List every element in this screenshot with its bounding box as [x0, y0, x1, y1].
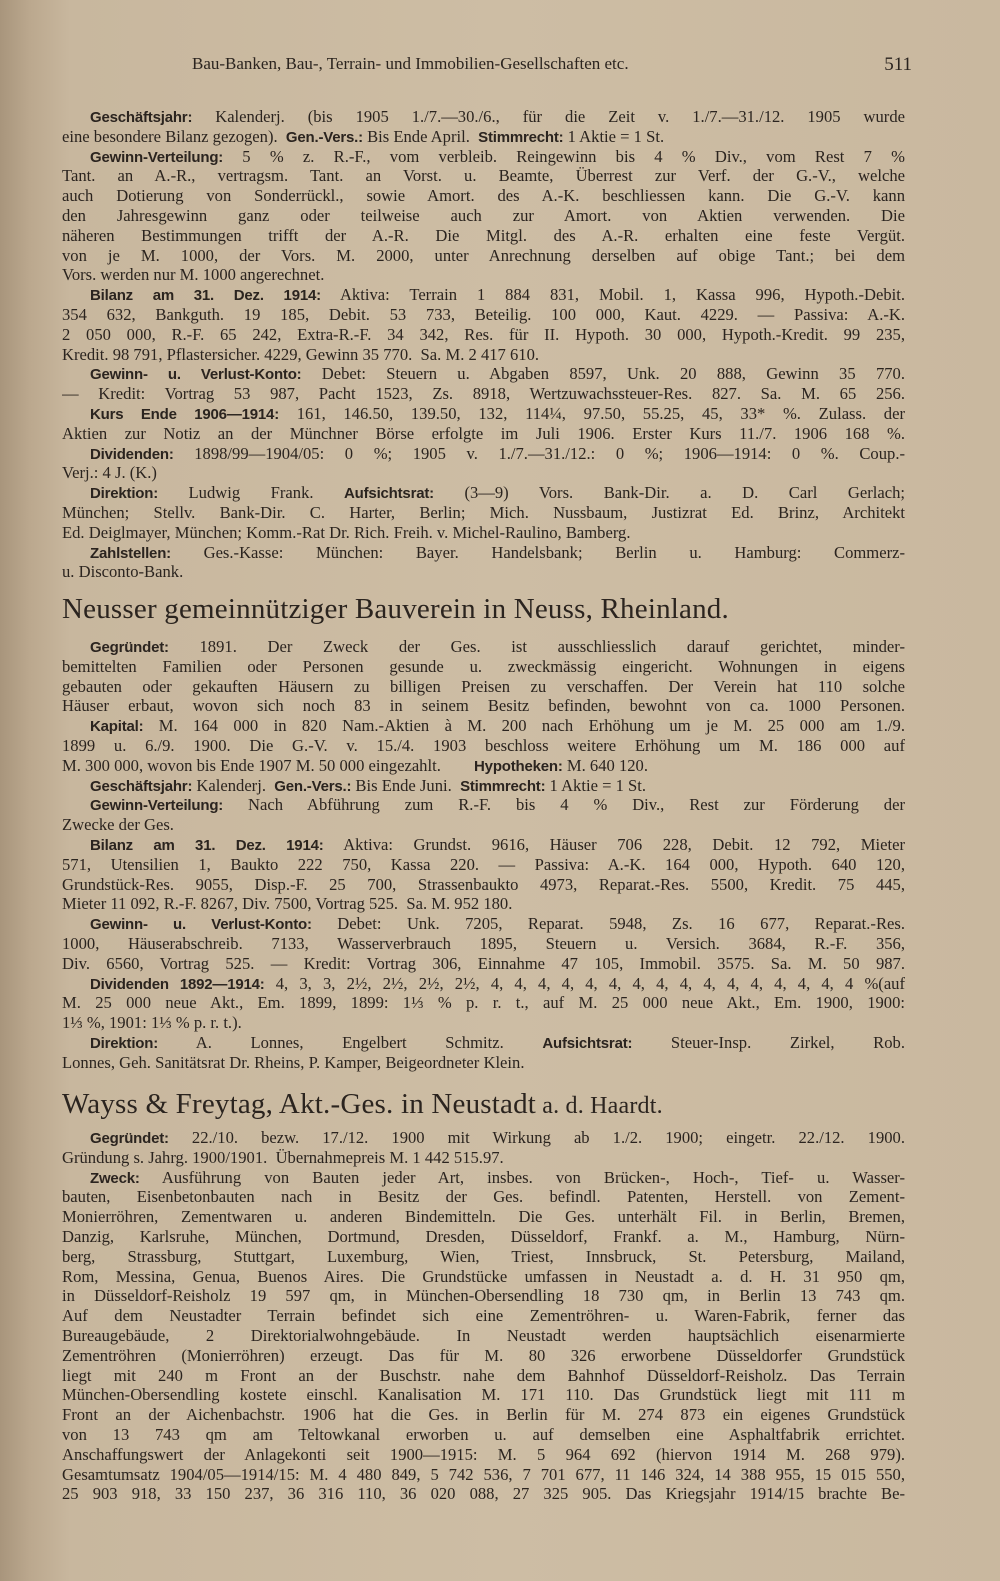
line-text: Aktien zur Notiz an der Münchner Börse erfolgte im Juli 1906. Erster Kurs 11./7. 1906 168 %. — [62, 423, 905, 443]
line-text: — Kredit: Vortrag 53 987, Pacht 1523, Zs. 8918, Wertzuwachssteuer-Res. 827. Sa. M. 65 256. — [62, 384, 905, 404]
field-label: Kurs Ende 1906—1914: — [90, 405, 279, 423]
line-text: Bis Ende Juni. — [351, 775, 461, 795]
line-text: in Düsseldorf-Reisholz 19 597 qm, in München-Obersendling 18 730 qm, in Berlin 13 743 qm. — [62, 1286, 905, 1306]
field-label: Aufsichtsrat: — [344, 485, 434, 503]
text-line — [62, 463, 905, 483]
text-line — [62, 677, 905, 697]
line-text: 2 050 000, R.-F. 65 242, Extra-R.-F. 34 342, Res. für II. Hypoth. 30 000, Hypoth.-Kredit. 99 235, — [62, 324, 905, 344]
section-neusser-bauverein — [62, 637, 905, 1073]
text-line — [62, 934, 905, 954]
field-label: Bilanz am 31. Dez. 1914: — [90, 287, 321, 305]
text-line — [62, 1013, 905, 1033]
text-line — [62, 107, 905, 127]
line-text: A. Lonnes, Engelbert Schmitz. — [158, 1032, 543, 1052]
text-line — [62, 776, 905, 796]
text-line — [62, 1207, 905, 1227]
text-line — [62, 325, 905, 345]
company-heading-text: Wayss & Freytag, Akt.-Ges. in Neustadt — [62, 1088, 537, 1120]
line-text: 5 % z. R.-F., vom verbleib. Reingewinn bis 4 % Div., vom Rest 7 % — [223, 146, 905, 166]
field-label: Kapital: — [90, 718, 144, 736]
line-text: 354 632, Bankguth. 19 185, Debit. 53 733, Beteilig. 100 000, Kaut. 4229. — Passiva: A.-K. — [62, 304, 905, 324]
line-text: Verj.: 4 J. (K.) — [62, 463, 157, 483]
line-text: M. 300 000, wovon bis Ende 1907 M. 50 000 eingezahlt. — [62, 755, 475, 775]
line-text: Zwecke der Ges. — [62, 815, 174, 835]
line-text: 1000, Häuserabschreib. 7133, Wasserverbrauch 1895, Steuern u. Versich. 3684, R.-F. 356, — [62, 933, 905, 953]
text-line — [62, 1405, 905, 1425]
line-text: Nach Abführung zum R.-F. bis 4 % Div., Rest zur Förderung der — [223, 795, 905, 815]
line-text: Lonnes, Geh. Sanitätsrat Dr. Rheins, P. Kamper, Beigeordneter Klein. — [62, 1052, 525, 1072]
line-text: M. 640 120. — [562, 755, 648, 775]
line-text: liegt mit 240 m Front an der Buschstr. nahe dem Bahnhof Düsseldorf-Reisholz. Das Terrain — [62, 1365, 905, 1385]
text-line — [62, 914, 905, 934]
line-text: Tant. an A.-R., vertragsm. Tant. an Vorst. u. Beamte, Überrest zur Verf. der G.-V., welche — [62, 166, 905, 186]
line-text: Steuer-Insp. Zirkel, Rob. — [632, 1032, 905, 1052]
line-text: Gesamtumsatz 1904/05—1914/15: M. 4 480 849, 5 742 536, 7 701 677, 11 146 324, 14 388 955, 15 015 550, — [62, 1464, 905, 1484]
line-text: bauten, Eisenbetonbauten nach in Besitz der Ges. befindl. Patenten, Herstell. von Zement- — [62, 1187, 905, 1207]
field-label: Gen.-Vers.: — [285, 128, 363, 146]
running-header-title: Bau-Banken, Bau-, Terrain- und Immobilien-Gesellschaften etc. — [192, 54, 629, 73]
line-text: Aktiva: Terrain 1 884 831, Mobil. 1, Kassa 996, Hypoth.-Debit. — [320, 285, 905, 305]
line-text: 161, 146.50, 139.50, 132, 114¼, 97.50, 55.25, 45, 33* %. Zulass. der — [279, 403, 905, 423]
line-text: (3—9) Vors. Bank-Dir. a. D. Carl Gerlach; — [433, 483, 905, 503]
field-label: Dividenden 1892—1914: — [90, 975, 265, 993]
text-line — [62, 1445, 905, 1465]
text-line — [62, 147, 905, 167]
field-label: Geschäftsjahr: — [90, 777, 193, 795]
text-line — [62, 206, 905, 226]
line-text: Rom, Messina, Genua, Buenos Aires. Die Grundstücke umfassen in Neustadt a. d. H. 31 950 qm, — [62, 1266, 905, 1286]
page-number: 511 — [884, 54, 912, 75]
running-header — [192, 54, 912, 76]
line-text: Zementröhren (Monierröhren) erzeugt. Das für M. 80 326 erworbene Düsseldorfer Grundstück — [62, 1345, 905, 1365]
line-text: München-Obersendling kostete einschl. Kanalisation M. 171 110. Das Grundstück liegt mit 111 m — [62, 1385, 905, 1405]
line-text: Monierröhren, Zementwaren u. anderen Bindemitteln. Die Ges. unterhält Fil. in Berlin, Bremen, — [62, 1207, 905, 1227]
text-line — [62, 305, 905, 325]
line-text: Kredit. 98 791, Pflastersicher. 4229, Gewinn 35 770. Sa. M. 2 417 610. — [62, 344, 540, 364]
text-line — [62, 1286, 905, 1306]
line-text: Kalenderj. — [192, 775, 275, 795]
field-label: Gewinn-Verteilung: — [90, 148, 224, 166]
line-text: näheren Bestimmungen trifft der A.-R. Die Mitgl. des A.-R. erhalten eine feste Vergüt. — [62, 225, 905, 245]
text-line — [62, 756, 905, 776]
field-label: Gen.-Vers.: — [274, 777, 352, 795]
field-label: Geschäftsjahr: — [90, 109, 193, 126]
line-text: Ed. Deiglmayer, München; Komm.-Rat Dr. Rich. Freih. v. Michel-Raulino, Bamberg. — [62, 522, 631, 542]
company-heading-neusser — [62, 593, 729, 626]
line-text: gebauten oder gekauften Häusern zu billigen Preisen zu verschaffen. Der Verein hat 110 solche — [62, 676, 905, 696]
text-line — [62, 424, 905, 444]
text-line — [62, 1366, 905, 1386]
text-line — [62, 1128, 905, 1148]
text-line — [62, 855, 905, 875]
line-text: von 13 743 qm am Teltowkanal erworben u. auf demselben eine Asphaltfabrik errichtet. — [62, 1424, 905, 1444]
line-text: Bureaugebäude, 2 Direktorialwohngebäude. In Neustadt werden hauptsächlich eisenarmierte — [62, 1325, 905, 1345]
line-text: Vors. werden nur M. 1000 angerechnet. — [62, 265, 325, 285]
field-label: Gegründet: — [90, 639, 169, 656]
line-text: M. 164 000 in 820 Nam.-Aktien à M. 200 nach Erhöhung um je M. 25 000 am 1./9. — [143, 716, 905, 736]
line-text: München; Stellv. Bank-Dir. C. Harter, Berlin; Mich. Nussbaum, Justizrat Ed. Brinz, Architekt — [62, 502, 905, 522]
line-text: auch Dotierung von Sonderrückl., sowie Amort. des A.-K. beschliessen kann. Die G.-V. kann — [62, 186, 905, 206]
text-line — [62, 835, 905, 855]
field-label: Direktion: — [90, 485, 159, 503]
section-wayss-freytag — [62, 1128, 905, 1504]
field-label: Gewinn- u. Verlust-Konto: — [90, 366, 302, 384]
line-text: eine besondere Bilanz gezogen). — [62, 126, 286, 146]
line-text: Anschaffungswert der Anlagekonti seit 1900—1915: M. 5 964 692 (hiervon 1914 M. 268 979). — [62, 1444, 905, 1464]
text-line — [62, 815, 905, 835]
line-text: Div. 6560, Vortrag 525. — Kredit: Vortrag 306, Einnahme 47 105, Immobil. 3575. Sa. M. 50 987. — [62, 953, 905, 973]
text-line — [62, 503, 905, 523]
text-line — [62, 637, 905, 657]
line-text: 571, Utensilien 1, Baukto 222 750, Kassa 220. — Passiva: A.-K. 164 000, Hypoth. 640 120, — [62, 854, 905, 874]
text-line — [62, 404, 905, 424]
text-line — [62, 265, 905, 285]
text-line — [62, 696, 905, 716]
text-line — [62, 246, 905, 266]
text-line — [62, 1053, 905, 1073]
field-label: Stimmrecht: — [478, 128, 564, 146]
line-text: Aktiva: Grundst. 9616, Häuser 706 228, Debit. 12 792, Mieter — [323, 834, 905, 854]
field-label: Direktion: — [90, 1034, 159, 1052]
text-line — [62, 993, 905, 1013]
text-line — [62, 1168, 905, 1188]
text-line — [62, 384, 905, 404]
text-line — [62, 1385, 905, 1405]
line-text: den Jahresgewinn ganz oder teilweise auch zur Amort. von Aktien verwenden. Die — [62, 205, 905, 225]
text-line — [62, 483, 905, 503]
text-line — [62, 1465, 905, 1485]
text-line — [62, 974, 905, 994]
line-text: Gründung s. Jahrg. 1900/1901. Übernahmepreis M. 1 442 515.97. — [62, 1147, 504, 1167]
text-line — [62, 127, 905, 147]
line-text: 1898/99—1904/05: 0 %; 1905 v. 1./7.—31./12.: 0 %; 1906—1914: 0 %. Coup.- — [173, 443, 905, 463]
text-line — [62, 523, 905, 543]
line-text: M. 25 000 neue Akt., Em. 1899, 1899: 1⅓ % p. r. t., auf M. 25 000 neue Akt., Em. 1900, 1900: — [62, 993, 905, 1013]
line-text: 1899 u. 6./9. 1900. Die G.-V. v. 15./4. 1903 beschloss weitere Erhöhung um M. 186 000 auf — [62, 735, 905, 755]
text-line — [62, 1425, 905, 1445]
line-text: Kalenderj. (bis 1905 1./7.—30./6., für die Zeit v. 1./7.—31./12. 1905 wurde — [192, 107, 905, 126]
line-text: Auf dem Neustadter Terrain befindet sich eine Zementröhren- u. Waren-Fabrik, ferner das — [62, 1306, 905, 1326]
line-text: Mieter 11 092, R.-F. 8267, Div. 7500, Vortrag 525. Sa. M. 952 180. — [62, 894, 513, 914]
text-line — [62, 1227, 905, 1247]
line-text: 22./10. bezw. 17./12. 1900 mit Wirkung ab 1./2. 1900; eingetr. 22./12. 1900. — [168, 1128, 905, 1147]
text-line — [62, 894, 905, 914]
text-line — [62, 345, 905, 365]
field-label: Zweck: — [90, 1169, 140, 1187]
field-label: Bilanz am 31. Dez. 1914: — [90, 836, 324, 854]
line-text: Debet: Steuern u. Abgaben 8597, Unk. 20 888, Gewinn 35 770. — [301, 364, 905, 384]
line-text: 1 Aktie = 1 St. — [563, 126, 665, 146]
section-bau-bank-continuation — [62, 107, 905, 582]
field-label: Zahlstellen: — [90, 544, 171, 562]
text-line — [62, 795, 905, 815]
text-line — [62, 1033, 905, 1053]
line-text: Ludwig Frank. — [158, 483, 345, 503]
text-line — [62, 1484, 905, 1504]
field-label: Aufsichtsrat: — [542, 1034, 633, 1052]
text-line — [62, 736, 905, 756]
line-text: Ges.-Kasse: München: Bayer. Handelsbank; Berlin u. Hamburg: Commerz- — [170, 542, 905, 562]
line-text: bemittelten Familien oder Personen gesunde u. zweckmässig eingericht. Wohnungen in eigens — [62, 656, 905, 676]
text-line — [62, 954, 905, 974]
line-text: Grundstück-Res. 9055, Disp.-F. 25 700, Strassenbaukto 4973, Reparat.-Res. 5500, Kredit. 75 445, — [62, 874, 905, 894]
company-heading-wayss-freytag — [62, 1088, 663, 1121]
line-text: Front an der Aichenbachstr. 1906 hat die Ges. in Berlin für M. 274 873 ein eigenes Grundstück — [62, 1405, 905, 1425]
text-line — [62, 716, 905, 736]
text-line — [62, 1187, 905, 1207]
line-text: u. Disconto-Bank. — [62, 562, 184, 582]
line-text: berg, Strassburg, Stuttgart, Luxemburg, Wien, Triest, Innsbruck, St. Petersburg, Mailand, — [62, 1246, 905, 1266]
text-line — [62, 444, 905, 464]
line-text: Bis Ende April. — [362, 126, 479, 146]
line-text: 1 Aktie = 1 St. — [545, 775, 647, 795]
field-label: Gewinn-Verteilung: — [90, 797, 224, 815]
text-line — [62, 543, 905, 563]
line-text: Häuser erbaut, wovon sich noch 83 in seinem Besitz befinden, bewohnt von ca. 1000 Personen. — [62, 696, 905, 716]
line-text: von je M. 1000, der Vors. M. 2000, unter Anrechnung derselben auf obige Tant.; bei dem — [62, 245, 905, 265]
text-line — [62, 1306, 905, 1326]
line-text: 1⅓ %, 1901: 1⅓ % p. r. t.). — [62, 1013, 242, 1033]
field-label: Stimmrecht: — [460, 777, 546, 795]
text-line — [62, 1247, 905, 1267]
text-line — [62, 364, 905, 384]
line-text: Ausführung von Bauten jeder Art, insbes. von Brücken-, Hoch-, Tief- u. Wasser- — [139, 1167, 905, 1187]
text-line — [62, 1148, 905, 1168]
field-label: Hypotheken: — [474, 757, 563, 775]
line-text: 1891. Der Zweck der Ges. ist ausschliesslich darauf gerichtet, minder- — [168, 637, 905, 656]
text-line — [62, 1326, 905, 1346]
text-line — [62, 1267, 905, 1287]
line-text: 25 903 918, 33 150 237, 36 316 110, 36 020 088, 27 325 905. Das Kriegsjahr 1914/15 brachte Be- — [62, 1484, 905, 1504]
field-label: Dividenden: — [90, 445, 174, 463]
line-text: Danzig, Karlsruhe, München, Dortmund, Dresden, Düsseldorf, Frankf. a. M., Hamburg, Nürn- — [62, 1226, 905, 1246]
text-line — [62, 166, 905, 186]
text-line — [62, 226, 905, 246]
text-line — [62, 657, 905, 677]
text-line — [62, 186, 905, 206]
text-line — [62, 562, 905, 582]
field-label: Gewinn- u. Verlust-Konto: — [90, 916, 312, 934]
text-line — [62, 875, 905, 895]
line-text: 4, 3, 3, 2½, 2½, 2½, 2½, 4, 4, 4, 4, 4, 4, 4, 4, 4, 4, 4, 4, 4, 4, 4, 4 %(auf — [264, 973, 905, 993]
field-label: Gegründet: — [90, 1130, 169, 1147]
text-line — [62, 285, 905, 305]
company-heading-location: a. d. Haardt. — [536, 1093, 663, 1119]
company-heading-text: Neusser gemeinnütziger Bauverein in Neuss, Rheinland. — [62, 593, 729, 625]
text-line — [62, 1346, 905, 1366]
line-text: Debet: Unk. 7205, Reparat. 5948, Zs. 16 677, Reparat.-Res. — [311, 914, 905, 934]
